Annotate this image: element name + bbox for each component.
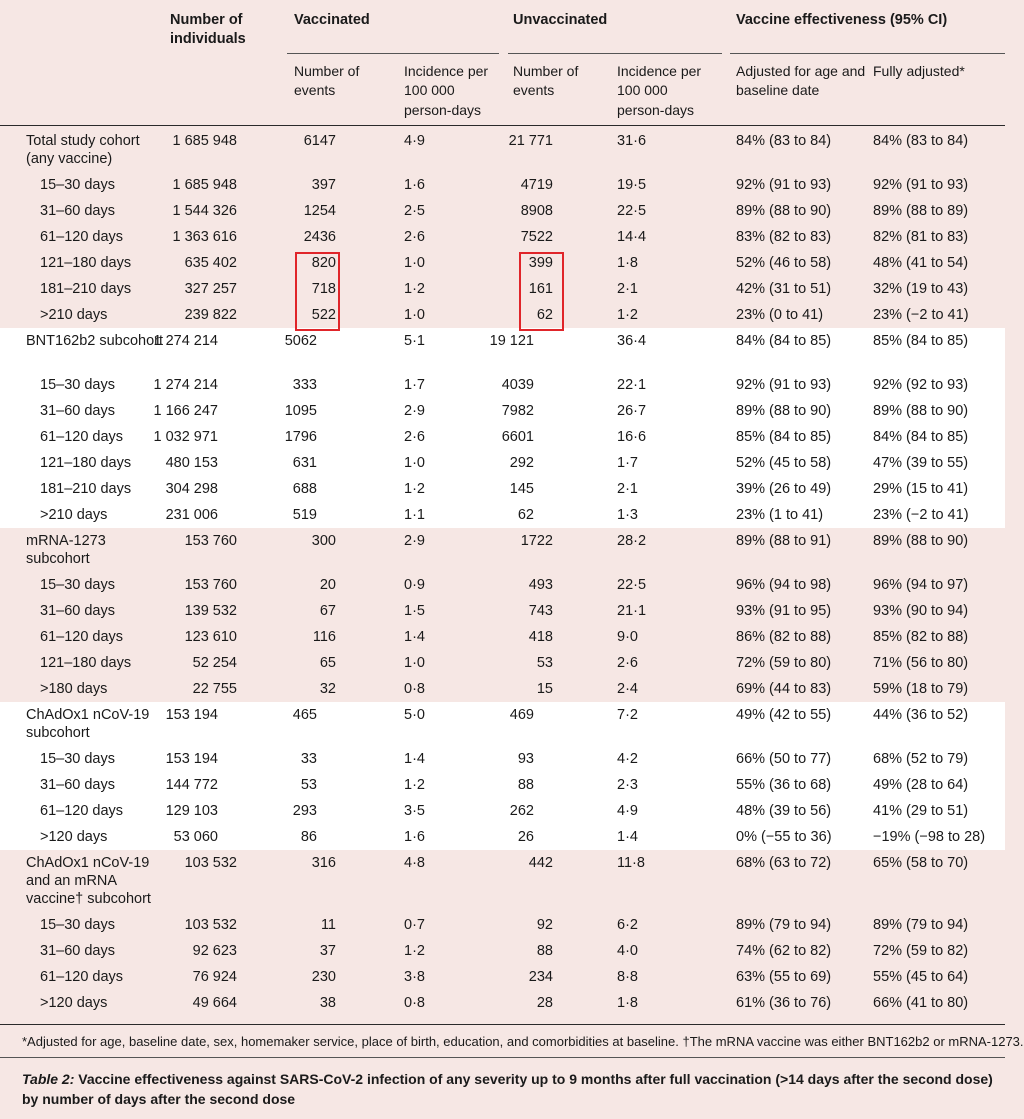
fully-adjusted-cell: 85% (84 to 85) [873, 333, 969, 349]
header-effectiveness: Vaccine effectiveness (95% CI) [736, 12, 948, 28]
adjusted-age-cell: 74% (62 to 82) [736, 943, 832, 959]
table-row [0, 450, 1005, 476]
vaccinated-events-cell: 1796 [284, 429, 317, 445]
vaccinated-incidence-cell: 1·5 [404, 603, 425, 619]
vaccinated-incidence-cell: 0·8 [404, 681, 425, 697]
row-label: >180 days [40, 681, 108, 697]
unvaccinated-events-cell: 7522 [520, 229, 553, 245]
table-row [0, 224, 1024, 250]
highlight-vaccinated-events [295, 252, 340, 331]
adjusted-age-cell: 42% (31 to 51) [736, 281, 832, 297]
vaccinated-events-cell: 38 [319, 995, 336, 1011]
row-label: 181–210 days [40, 281, 132, 297]
vaccinated-events-cell: 116 [312, 629, 336, 645]
unvaccinated-incidence-cell: 1·8 [617, 995, 638, 1011]
unvaccinated-incidence-cell: 2·6 [617, 655, 638, 671]
header-individuals: Number of individuals [170, 12, 246, 47]
fully-adjusted-cell: 93% (90 to 94) [873, 603, 969, 619]
individuals-cell: 103 532 [184, 917, 237, 933]
individuals-cell: 635 402 [184, 255, 237, 271]
unvaccinated-events-cell: 442 [528, 855, 553, 871]
row-label: 61–120 days [40, 969, 124, 985]
unvaccinated-incidence-cell: 31·6 [617, 133, 647, 149]
vaccinated-events-cell: 522 [311, 307, 336, 323]
adjusted-age-cell: 72% (59 to 80) [736, 655, 832, 671]
vaccinated-incidence-cell: 2·6 [404, 229, 425, 245]
cohort-label: BNT162b2 subcohort [26, 333, 164, 349]
unvaccinated-incidence-cell: 16·6 [617, 429, 647, 445]
table-row [0, 912, 1024, 938]
table-row [0, 990, 1024, 1016]
table-row [0, 302, 1024, 328]
fully-adjusted-cell: 92% (91 to 93) [873, 177, 969, 193]
unvaccinated-events-cell: 19 121 [489, 333, 534, 349]
individuals-cell: 123 610 [184, 629, 237, 645]
vaccinated-events-cell: 6147 [303, 133, 336, 149]
vaccinated-events-cell: 32 [319, 681, 336, 697]
unvaccinated-incidence-cell: 22·5 [617, 203, 647, 219]
vaccinated-incidence-cell: 1·2 [404, 943, 425, 959]
individuals-cell: 22 755 [192, 681, 237, 697]
unvaccinated-events-cell: 93 [517, 751, 534, 767]
row-label: 121–180 days [40, 455, 132, 471]
unvaccinated-events-cell: 262 [509, 803, 534, 819]
individuals-cell: 139 532 [184, 603, 237, 619]
vaccinated-events-cell: 230 [311, 969, 336, 985]
row-label: 61–120 days [40, 429, 124, 445]
subcohort-group [0, 328, 1005, 528]
fully-adjusted-cell: 66% (41 to 80) [873, 995, 969, 1011]
row-label: 31–60 days [40, 777, 115, 793]
unvaccinated-events-cell: 62 [536, 307, 553, 323]
table-row [0, 798, 1005, 824]
vaccinated-events-cell: 631 [292, 455, 317, 471]
individuals-cell: 231 006 [165, 507, 218, 523]
individuals-cell: 153 194 [165, 707, 218, 723]
rule-vaccinated [287, 53, 499, 54]
fully-adjusted-cell: 68% (52 to 79) [873, 751, 969, 767]
individuals-cell: 480 153 [165, 455, 218, 471]
fully-adjusted-cell: 23% (−2 to 41) [873, 507, 969, 523]
table-row [0, 572, 1024, 598]
footnote: *Adjusted for age, baseline date, sex, homemaker service, place of birth, education, and comorbidities at baseline. †The mRNA vaccine was either BNT162b2 or mRNA-1273. [22, 1034, 1024, 1049]
adjusted-age-cell: 69% (44 to 83) [736, 681, 832, 697]
vaccinated-events-cell: 1095 [284, 403, 317, 419]
adjusted-age-cell: 52% (46 to 58) [736, 255, 832, 271]
header-unvaccinated-incidence: Incidence per 100 000 person-days [617, 63, 702, 118]
table-row [0, 372, 1005, 398]
unvaccinated-incidence-cell: 2·3 [617, 777, 638, 793]
unvaccinated-incidence-cell: 2·1 [617, 481, 638, 497]
table-row [0, 424, 1005, 450]
fully-adjusted-cell: 89% (88 to 90) [873, 403, 969, 419]
adjusted-age-cell: 52% (45 to 58) [736, 455, 832, 471]
vaccinated-events-cell: 519 [292, 507, 317, 523]
individuals-cell: 327 257 [184, 281, 237, 297]
unvaccinated-events-cell: 1722 [520, 533, 553, 549]
individuals-cell: 1 685 948 [172, 177, 237, 193]
row-label: 61–120 days [40, 629, 124, 645]
header-adjusted-age: Adjusted for age and baseline date [736, 63, 866, 99]
vaccinated-events-cell: 820 [311, 255, 336, 271]
table-row [0, 824, 1005, 850]
vaccinated-incidence-cell: 2·6 [404, 429, 425, 445]
subcohort-group [0, 850, 1024, 1016]
vaccinated-incidence-cell: 4·8 [404, 855, 425, 871]
adjusted-age-cell: 83% (82 to 83) [736, 229, 832, 245]
cohort-label: Total study cohort (any vaccine) [26, 133, 140, 167]
unvaccinated-incidence-cell: 22·1 [617, 377, 647, 393]
table-body [0, 128, 1024, 1016]
adjusted-age-cell: 23% (1 to 41) [736, 507, 824, 523]
individuals-cell: 1 544 326 [172, 203, 237, 219]
table-row [0, 172, 1024, 198]
unvaccinated-events-cell: 161 [528, 281, 553, 297]
row-label: 121–180 days [40, 655, 132, 671]
adjusted-age-cell: 68% (63 to 72) [736, 855, 832, 871]
header-vaccinated-incidence: Incidence per 100 000 person-days [404, 63, 489, 118]
vaccinated-incidence-cell: 2·5 [404, 203, 425, 219]
cohort-label: ChAdOx1 nCoV-19 subcohort [26, 707, 150, 741]
adjusted-age-cell: 66% (50 to 77) [736, 751, 832, 767]
vaccinated-events-cell: 718 [311, 281, 336, 297]
unvaccinated-events-cell: 399 [528, 255, 553, 271]
vaccinated-incidence-cell: 1·2 [404, 281, 425, 297]
vaccinated-events-cell: 300 [311, 533, 336, 549]
cohort-row [0, 528, 1024, 572]
table-row [0, 964, 1024, 990]
row-label: >120 days [40, 995, 108, 1011]
vaccinated-events-cell: 86 [300, 829, 317, 845]
adjusted-age-cell: 48% (39 to 56) [736, 803, 832, 819]
individuals-cell: 1 274 214 [153, 333, 218, 349]
vaccinated-incidence-cell: 5·0 [404, 707, 425, 723]
row-label: >210 days [40, 507, 108, 523]
adjusted-age-cell: 89% (88 to 91) [736, 533, 832, 549]
caption-rule [0, 1057, 1005, 1058]
row-label: 15–30 days [40, 751, 115, 767]
individuals-cell: 92 623 [192, 943, 237, 959]
vaccinated-incidence-cell: 1·2 [404, 481, 425, 497]
fully-adjusted-cell: 44% (36 to 52) [873, 707, 969, 723]
individuals-cell: 1 166 247 [153, 403, 218, 419]
vaccinated-events-cell: 11 [320, 917, 336, 933]
fully-adjusted-cell: 72% (59 to 82) [873, 943, 969, 959]
unvaccinated-incidence-cell: 1·7 [617, 455, 638, 471]
table-row [0, 276, 1024, 302]
vaccinated-incidence-cell: 1·6 [404, 829, 425, 845]
cohort-label: mRNA-1273 subcohort [26, 533, 106, 567]
table-row [0, 650, 1024, 676]
fully-adjusted-cell: 49% (28 to 64) [873, 777, 969, 793]
unvaccinated-events-cell: 15 [536, 681, 553, 697]
adjusted-age-cell: 84% (83 to 84) [736, 133, 832, 149]
individuals-cell: 144 772 [165, 777, 218, 793]
unvaccinated-incidence-cell: 19·5 [617, 177, 647, 193]
fully-adjusted-cell: 32% (19 to 43) [873, 281, 969, 297]
highlight-unvaccinated-events [519, 252, 564, 331]
vaccinated-incidence-cell: 1·7 [404, 377, 425, 393]
unvaccinated-events-cell: 28 [536, 995, 553, 1011]
fully-adjusted-cell: 84% (84 to 85) [873, 429, 969, 445]
subcohort-group [0, 528, 1024, 702]
fully-adjusted-cell: 59% (18 to 79) [873, 681, 969, 697]
individuals-cell: 1 274 214 [153, 377, 218, 393]
unvaccinated-events-cell: 292 [509, 455, 534, 471]
table-row [0, 624, 1024, 650]
unvaccinated-incidence-cell: 4·2 [617, 751, 638, 767]
unvaccinated-incidence-cell: 11·8 [617, 855, 645, 871]
adjusted-age-cell: 93% (91 to 95) [736, 603, 832, 619]
table-row [0, 250, 1024, 276]
unvaccinated-incidence-cell: 7·2 [617, 707, 638, 723]
vaccinated-incidence-cell: 3·8 [404, 969, 425, 985]
caption-label: Table 2: [22, 1071, 75, 1087]
unvaccinated-incidence-cell: 1·8 [617, 255, 638, 271]
unvaccinated-incidence-cell: 14·4 [617, 229, 647, 245]
table-row [0, 398, 1005, 424]
row-label: 31–60 days [40, 603, 115, 619]
row-label: 15–30 days [40, 577, 115, 593]
fully-adjusted-cell: −19% (−98 to 28) [873, 829, 986, 845]
vaccinated-incidence-cell: 5·1 [404, 333, 425, 349]
row-label: 61–120 days [40, 803, 124, 819]
vaccinated-events-cell: 465 [292, 707, 317, 723]
header-vaccinated-events: Number of events [294, 63, 360, 99]
vaccinated-incidence-cell: 1·0 [404, 655, 425, 671]
fully-adjusted-cell: 92% (92 to 93) [873, 377, 969, 393]
unvaccinated-incidence-cell: 4·0 [617, 943, 638, 959]
unvaccinated-events-cell: 88 [517, 777, 534, 793]
vaccinated-incidence-cell: 0·8 [404, 995, 425, 1011]
adjusted-age-cell: 39% (26 to 49) [736, 481, 832, 497]
adjusted-age-cell: 63% (55 to 69) [736, 969, 832, 985]
unvaccinated-events-cell: 234 [528, 969, 553, 985]
vaccinated-events-cell: 67 [319, 603, 336, 619]
vaccinated-events-cell: 293 [292, 803, 317, 819]
unvaccinated-events-cell: 62 [517, 507, 534, 523]
individuals-cell: 129 103 [165, 803, 218, 819]
unvaccinated-incidence-cell: 22·5 [617, 577, 647, 593]
individuals-cell: 153 760 [184, 533, 237, 549]
adjusted-age-cell: 89% (79 to 94) [736, 917, 832, 933]
unvaccinated-incidence-cell: 8·8 [617, 969, 638, 985]
unvaccinated-incidence-cell: 1·3 [617, 507, 638, 523]
fully-adjusted-cell: 29% (15 to 41) [873, 481, 969, 497]
unvaccinated-incidence-cell: 28·2 [617, 533, 647, 549]
adjusted-age-cell: 89% (88 to 90) [736, 403, 832, 419]
vaccinated-events-cell: 1254 [303, 203, 336, 219]
vaccinated-incidence-cell: 1·0 [404, 455, 425, 471]
unvaccinated-events-cell: 92 [536, 917, 553, 933]
individuals-cell: 49 664 [192, 995, 237, 1011]
unvaccinated-incidence-cell: 4·9 [617, 803, 638, 819]
vaccinated-events-cell: 33 [300, 751, 317, 767]
unvaccinated-events-cell: 418 [528, 629, 553, 645]
unvaccinated-events-cell: 743 [528, 603, 553, 619]
unvaccinated-incidence-cell: 6·2 [617, 917, 638, 933]
vaccinated-events-cell: 53 [300, 777, 317, 793]
fully-adjusted-cell: 41% (29 to 51) [873, 803, 969, 819]
unvaccinated-events-cell: 4719 [520, 177, 553, 193]
individuals-cell: 239 822 [184, 307, 237, 323]
fully-adjusted-cell: 84% (83 to 84) [873, 133, 969, 149]
adjusted-age-cell: 85% (84 to 85) [736, 429, 832, 445]
unvaccinated-incidence-cell: 1·4 [617, 829, 638, 845]
vaccinated-events-cell: 20 [319, 577, 336, 593]
vaccinated-incidence-cell: 4·9 [404, 133, 425, 149]
table-row [0, 938, 1024, 964]
header-fully-adjusted: Fully adjusted* [873, 63, 965, 79]
individuals-cell: 52 254 [192, 655, 237, 671]
unvaccinated-events-cell: 26 [517, 829, 534, 845]
table-row [0, 676, 1024, 702]
individuals-cell: 1 032 971 [153, 429, 218, 445]
adjusted-age-cell: 61% (36 to 76) [736, 995, 832, 1011]
header-bottom-rule [0, 125, 1005, 126]
unvaccinated-incidence-cell: 1·2 [617, 307, 638, 323]
row-label: 15–30 days [40, 917, 115, 933]
vaccinated-events-cell: 65 [319, 655, 336, 671]
unvaccinated-events-cell: 7982 [501, 403, 534, 419]
vaccinated-events-cell: 397 [311, 177, 336, 193]
unvaccinated-events-cell: 21 771 [508, 133, 553, 149]
unvaccinated-events-cell: 53 [536, 655, 553, 671]
footer-rule [0, 1024, 1005, 1025]
cohort-row [0, 850, 1024, 912]
adjusted-age-cell: 23% (0 to 41) [736, 307, 824, 323]
adjusted-age-cell: 55% (36 to 68) [736, 777, 832, 793]
individuals-cell: 153 194 [165, 751, 218, 767]
fully-adjusted-cell: 89% (88 to 89) [873, 203, 969, 219]
header-unvaccinated: Unvaccinated [513, 12, 608, 28]
row-label: 31–60 days [40, 403, 115, 419]
unvaccinated-events-cell: 493 [528, 577, 553, 593]
row-label: 121–180 days [40, 255, 132, 271]
unvaccinated-incidence-cell: 2·4 [617, 681, 638, 697]
row-label: >120 days [40, 829, 108, 845]
fully-adjusted-cell: 71% (56 to 80) [873, 655, 969, 671]
cohort-row [0, 128, 1024, 172]
vaccinated-events-cell: 2436 [303, 229, 336, 245]
fully-adjusted-cell: 85% (82 to 88) [873, 629, 969, 645]
vaccinated-incidence-cell: 0·9 [404, 577, 425, 593]
fully-adjusted-cell: 89% (79 to 94) [873, 917, 969, 933]
vaccinated-incidence-cell: 3·5 [404, 803, 425, 819]
fully-adjusted-cell: 89% (88 to 90) [873, 533, 969, 549]
vaccinated-incidence-cell: 1·0 [404, 307, 425, 323]
vaccinated-incidence-cell: 1·0 [404, 255, 425, 271]
adjusted-age-cell: 86% (82 to 88) [736, 629, 832, 645]
table-row [0, 598, 1024, 624]
fully-adjusted-cell: 23% (−2 to 41) [873, 307, 969, 323]
vaccinated-events-cell: 316 [311, 855, 336, 871]
fully-adjusted-cell: 47% (39 to 55) [873, 455, 969, 471]
cohort-row [0, 328, 1005, 372]
unvaccinated-events-cell: 88 [536, 943, 553, 959]
individuals-cell: 103 532 [184, 855, 237, 871]
unvaccinated-events-cell: 145 [509, 481, 534, 497]
unvaccinated-events-cell: 8908 [520, 203, 553, 219]
vaccinated-events-cell: 5062 [284, 333, 317, 349]
row-label: 181–210 days [40, 481, 132, 497]
adjusted-age-cell: 96% (94 to 98) [736, 577, 832, 593]
individuals-cell: 304 298 [165, 481, 218, 497]
unvaccinated-incidence-cell: 21·1 [617, 603, 647, 619]
vaccinated-events-cell: 37 [319, 943, 336, 959]
vaccinated-incidence-cell: 2·9 [404, 403, 425, 419]
individuals-cell: 53 060 [173, 829, 218, 845]
vaccinated-incidence-cell: 2·9 [404, 533, 425, 549]
vaccinated-incidence-cell: 1·1 [404, 507, 425, 523]
unvaccinated-incidence-cell: 9·0 [617, 629, 638, 645]
unvaccinated-incidence-cell: 2·1 [617, 281, 638, 297]
adjusted-age-cell: 84% (84 to 85) [736, 333, 832, 349]
vaccinated-events-cell: 688 [292, 481, 317, 497]
fully-adjusted-cell: 82% (81 to 83) [873, 229, 969, 245]
vaccinated-incidence-cell: 0·7 [404, 917, 425, 933]
individuals-cell: 76 924 [192, 969, 237, 985]
header-vaccinated: Vaccinated [294, 12, 370, 28]
row-label: 31–60 days [40, 943, 115, 959]
adjusted-age-cell: 0% (−55 to 36) [736, 829, 832, 845]
vaccinated-incidence-cell: 1·6 [404, 177, 425, 193]
table-row [0, 198, 1024, 224]
unvaccinated-incidence-cell: 26·7 [617, 403, 647, 419]
fully-adjusted-cell: 65% (58 to 70) [873, 855, 969, 871]
unvaccinated-events-cell: 4039 [501, 377, 534, 393]
fully-adjusted-cell: 48% (41 to 54) [873, 255, 969, 271]
vaccinated-events-cell: 333 [292, 377, 317, 393]
individuals-cell: 1 685 948 [172, 133, 237, 149]
unvaccinated-events-cell: 469 [509, 707, 534, 723]
row-label: 61–120 days [40, 229, 124, 245]
row-label: 31–60 days [40, 203, 115, 219]
subcohort-group [0, 128, 1024, 328]
row-label: 15–30 days [40, 377, 115, 393]
row-label: 15–30 days [40, 177, 115, 193]
individuals-cell: 153 760 [184, 577, 237, 593]
unvaccinated-events-cell: 6601 [501, 429, 534, 445]
rule-unvaccinated [508, 53, 722, 54]
vaccinated-incidence-cell: 1·4 [404, 751, 425, 767]
cohort-row [0, 702, 1005, 746]
adjusted-age-cell: 92% (91 to 93) [736, 177, 832, 193]
caption-text: Vaccine effectiveness against SARS-CoV-2 infection of any severity up to 9 months after full vaccination (>14 days after the second dose) by number of days after the second dose [22, 1071, 993, 1107]
adjusted-age-cell: 92% (91 to 93) [736, 377, 832, 393]
individuals-cell: 1 363 616 [172, 229, 237, 245]
adjusted-age-cell: 89% (88 to 90) [736, 203, 832, 219]
subcohort-group [0, 702, 1005, 850]
rule-effectiveness [730, 53, 1005, 54]
fully-adjusted-cell: 55% (45 to 64) [873, 969, 969, 985]
vaccinated-incidence-cell: 1·2 [404, 777, 425, 793]
table-row [0, 502, 1005, 528]
header-unvaccinated-events: Number of events [513, 63, 579, 99]
table-row [0, 476, 1005, 502]
row-label: >210 days [40, 307, 108, 323]
vaccinated-incidence-cell: 1·4 [404, 629, 425, 645]
cohort-label: ChAdOx1 nCoV-19 and an mRNA vaccine† subcohort [26, 855, 151, 907]
fully-adjusted-cell: 96% (94 to 97) [873, 577, 969, 593]
table-row [0, 746, 1005, 772]
table-row [0, 772, 1005, 798]
unvaccinated-incidence-cell: 36·4 [617, 333, 647, 349]
adjusted-age-cell: 49% (42 to 55) [736, 707, 832, 723]
table-caption [22, 1069, 1002, 1109]
